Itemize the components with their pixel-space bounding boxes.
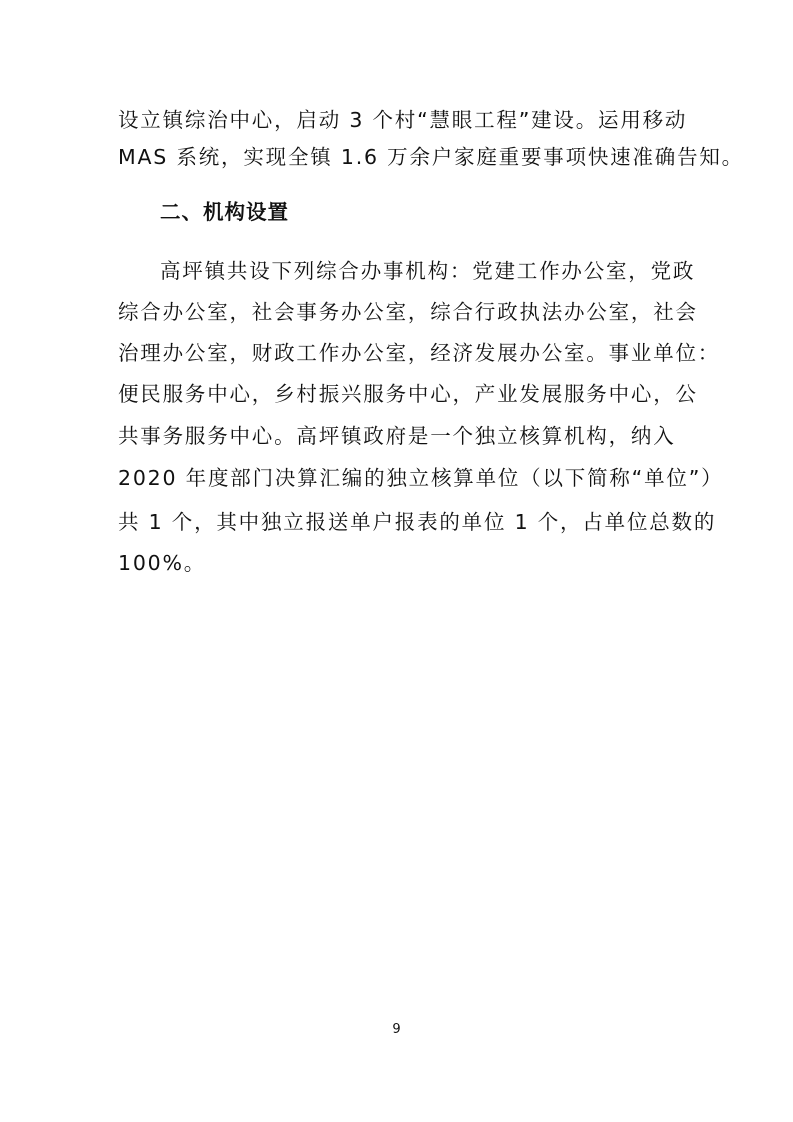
section-heading: 二、机构设置 (160, 200, 289, 224)
text-line: 2020 年度部门决算汇编的独立核算单位（以下简称“单位”） (118, 466, 724, 490)
text-line: 治理办公室，财政工作办公室，经济发展办公室。事业单位： (118, 341, 721, 365)
page-number: 9 (392, 1022, 401, 1037)
text-line: MAS 系统，实现全镇 1.6 万余户家庭重要事项快速准确告知。 (118, 145, 744, 169)
text-line: 设立镇综治中心，启动 3 个村“慧眼工程”建设。运用移动 (118, 108, 688, 132)
text-line: 便民服务中心，乡村振兴服务中心，产业发展服务中心，公 (118, 382, 698, 406)
text-line: 共事务服务中心。高坪镇政府是一个独立核算机构，纳入 (118, 424, 676, 448)
text-line: 100%。 (118, 551, 207, 575)
text-line: 高坪镇共设下列综合办事机构：党建工作办公室，党政 (160, 259, 696, 283)
text-line: 综合办公室，社会事务办公室，综合行政执法办公室，社会 (118, 300, 698, 324)
text-line: 共 1 个，其中独立报送单户报表的单位 1 个，占单位总数的 (118, 510, 717, 534)
